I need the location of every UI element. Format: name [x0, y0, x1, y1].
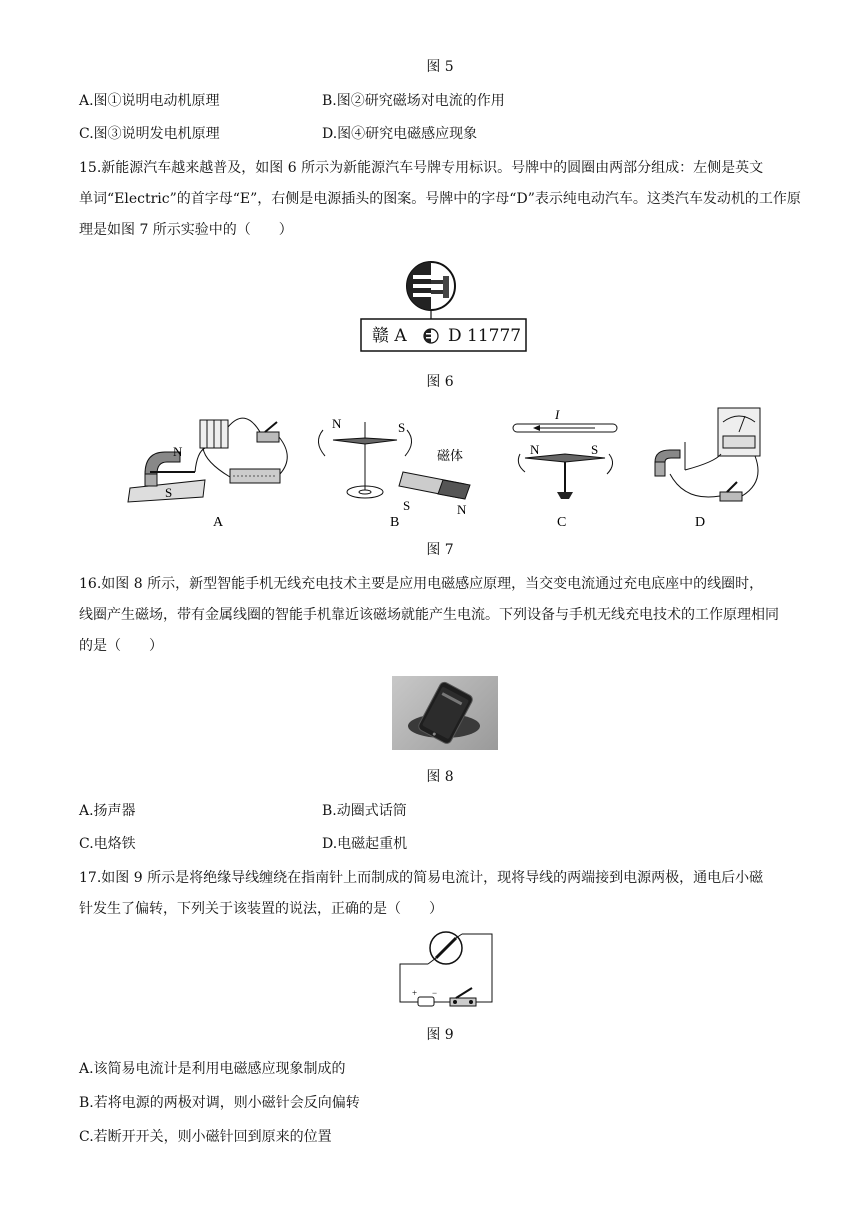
galvanometer-diagram	[398, 926, 494, 1008]
fig7-label-b: B	[390, 515, 400, 530]
question-16-line: 16.如图 8 所示，新型智能手机无线充电技术主要是应用电磁感应原理，当交变电流通过充电底座中的线圈时，	[79, 576, 764, 592]
figure-7	[125, 402, 775, 532]
fig7-b-magnet-label: 磁体	[437, 448, 464, 463]
fig9-caption: 图 9	[426, 1027, 454, 1043]
fig7-c-s-label: S	[591, 442, 599, 457]
q14-option-a: A.图①说明电动机原理	[79, 93, 220, 109]
question-15	[79, 153, 801, 246]
q16-option-a: A.扬声器	[79, 803, 136, 819]
plate-diagram	[360, 258, 530, 362]
fig7-label-a: A	[213, 515, 224, 530]
fig8-caption: 图 8	[426, 769, 454, 785]
question-17-line: 针发生了偏转，下列关于该装置的说法，正确的是（ ）	[79, 901, 443, 917]
fig6-caption: 图 6	[426, 374, 454, 390]
figure-9-circuit	[398, 926, 494, 1008]
figure-8-photo	[392, 676, 498, 750]
q17-option-b: B.若将电源的两极对调，则小磁针会反向偏转	[79, 1095, 360, 1111]
q17-option-c: C.若断开开关，则小磁针回到原来的位置	[79, 1129, 332, 1145]
fig5-caption: 图 5	[426, 59, 454, 75]
fig7-caption: 图 7	[426, 542, 454, 558]
question-15-line: 15.新能源汽车越来越普及，如图 6 所示为新能源汽车号牌专用标识。号牌中的圆圈由两部分组成：左侧是英文	[79, 160, 764, 176]
question-16-line: 的是（ ）	[79, 638, 163, 654]
fig7-a-s-label: S	[165, 485, 173, 500]
question-15-line: 单词“Electric”的首字母“E”，右侧是电源插头的图案。号牌中的字母“D”表示纯电动汽车。这类汽车发动机的工作原	[79, 191, 801, 207]
figure-7-experiments	[125, 402, 775, 532]
fig7-c-current-label: I	[555, 407, 560, 422]
question-17-line: 17.如图 9 所示是将绝缘导线缠绕在指南针上而制成的简易电流计，现将导线的两端接到电源两极，通电后小磁	[79, 870, 764, 886]
fig7-label-d: D	[695, 515, 706, 530]
q14-option-b: B.图②研究磁场对电流的作用	[322, 93, 505, 109]
q17-option-a: A.该简易电流计是利用电磁感应现象制成的	[79, 1061, 346, 1077]
fig7-a-apparatus	[128, 418, 287, 502]
question-16	[79, 569, 779, 662]
fig7-c-n-label: N	[530, 442, 540, 457]
q16-option-b: B.动圈式话筒	[322, 803, 407, 819]
question-17	[79, 863, 779, 925]
q14-option-d: D.图④研究电磁感应现象	[322, 126, 478, 142]
fig7-b-magnet-n: N	[457, 502, 467, 517]
question-16-line: 线圈产生磁场，带有金属线圈的智能手机靠近该磁场就能产生电流。下列设备与手机无线充电技术的工作原理相同	[79, 607, 779, 623]
figure-6-plate	[360, 258, 530, 362]
fig7-b-magnet-s: S	[403, 498, 411, 513]
fig7-label-c: C	[557, 515, 567, 530]
fig7-c-apparatus	[513, 424, 617, 499]
q16-option-c: C.电烙铁	[79, 836, 136, 852]
question-15-line: 理是如图 7 所示实验中的（ ）	[79, 222, 293, 238]
plate-right-text: D 11777	[448, 326, 522, 346]
phone-charger-image	[392, 676, 498, 750]
fig7-a-n-label: N	[173, 444, 183, 459]
svg-text:+: +	[412, 988, 418, 998]
fig7-b-n-label: N	[332, 416, 342, 431]
fig7-b-s-label: S	[398, 420, 406, 435]
svg-text:−: −	[432, 988, 438, 998]
plate-left-text: 赣 A	[372, 326, 407, 346]
fig7-d-apparatus	[655, 408, 760, 501]
q14-option-c: C.图③说明发电机原理	[79, 126, 220, 142]
q16-option-d: D.电磁起重机	[322, 836, 408, 852]
